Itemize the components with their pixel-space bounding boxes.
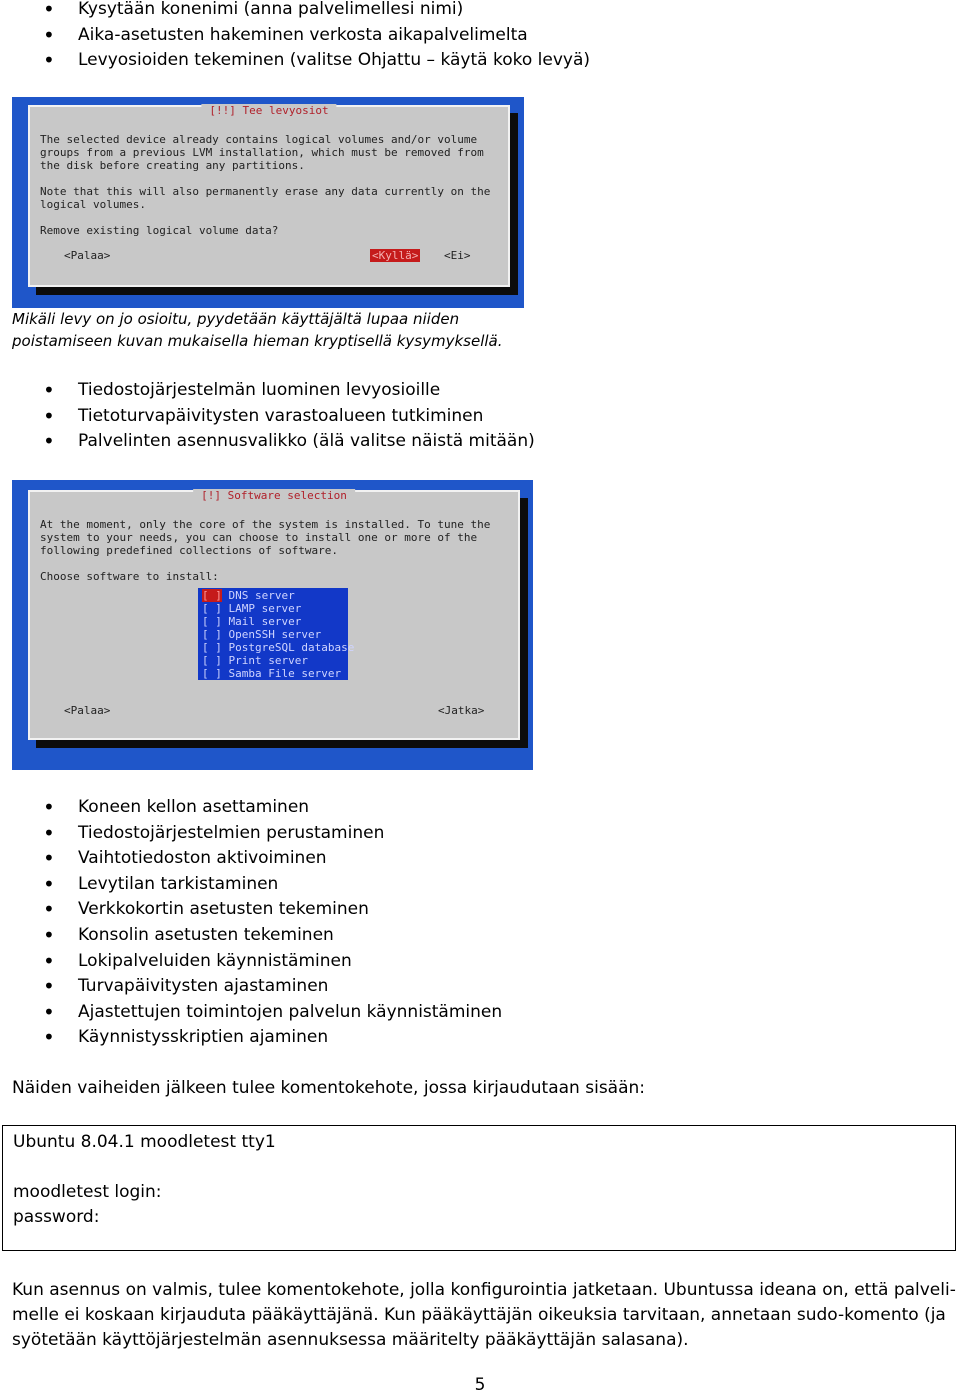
- photo-caption: [12, 308, 503, 352]
- console-login-box: [2, 1125, 956, 1251]
- dialog-text-line: Choose software to install:: [40, 570, 219, 583]
- checkbox-icon: [ ]: [202, 654, 222, 667]
- paragraph-line: syötetään käyttöjärjestelmän asennuksessa määritelty pääkäyttäjän salasana).: [12, 1330, 689, 1350]
- list-item: • Aika-asetusten hakeminen verkosta aikapalvelimelta: [0, 23, 590, 49]
- list-item: • Tiedostojärjestelmien perustaminen: [0, 821, 502, 847]
- list-item: • Tietoturvapäivitysten varastoalueen tutkiminen: [0, 404, 535, 430]
- login-intro-paragraph: Näiden vaiheiden jälkeen tulee komentokehote, jossa kirjaudutaan sisään:: [12, 1078, 646, 1098]
- yes-button: <Kyllä>: [372, 249, 419, 262]
- console-banner: Ubuntu 8.04.1 moodletest tty1: [13, 1132, 276, 1152]
- final-paragraph: [12, 1278, 956, 1353]
- back-button: <Palaa>: [64, 249, 111, 262]
- checkbox-icon: [ ]: [202, 615, 222, 628]
- checkbox-icon: [ ]: [202, 589, 222, 602]
- list-item: • Levyosioiden tekeminen (valitse Ohjattu – käytä koko levyä): [0, 48, 590, 74]
- bullet-list-install-steps-2: [0, 378, 535, 455]
- list-item: • Levytilan tarkistaminen: [0, 872, 502, 898]
- dialog-text-line: groups from a previous LVM installation, which must be removed from: [40, 146, 484, 159]
- list-item: • Ajastettujen toimintojen palvelun käynnistäminen: [0, 1000, 502, 1026]
- checkbox-icon: [ ]: [202, 628, 222, 641]
- option-label: DNS server: [228, 589, 295, 602]
- option-samba-file-server: [202, 667, 344, 680]
- dialog-text-line: Note that this will also permanently erase any data currently on the: [40, 185, 491, 198]
- option-print-server: [202, 654, 344, 667]
- option-label: LAMP server: [228, 602, 302, 615]
- console-password-prompt: password:: [13, 1207, 100, 1227]
- checkbox-icon: [ ]: [202, 641, 222, 654]
- option-mail-server: [202, 615, 344, 628]
- option-label: Samba File server: [228, 667, 342, 680]
- list-item: • Lokipalveluiden käynnistäminen: [0, 949, 502, 975]
- caption-line: poistamiseen kuvan mukaisella hieman kryptisellä kysymyksellä.: [12, 332, 503, 350]
- paragraph-line: Kun asennus on valmis, tulee komentokehote, jolla konfigurointia jatketaan. Ubuntussa ideana on, että palveli-: [12, 1280, 956, 1300]
- list-item: • Käynnistysskriptien ajaminen: [0, 1025, 502, 1051]
- dialog-title: [!] Software selection: [193, 489, 355, 502]
- list-item: • Vaihtotiedoston aktivoiminen: [0, 846, 502, 872]
- list-item: • Tiedostojärjestelmän luominen levyosioille: [0, 378, 535, 404]
- no-button: <Ei>: [444, 249, 471, 262]
- software-options-list: [198, 588, 355, 680]
- dialog-text-line: The selected device already contains logical volumes and/or volume: [40, 133, 478, 146]
- dialog-text-line: system to your needs, you can choose to install one or more of the: [40, 531, 478, 544]
- caption-line: Mikäli levy on jo osioitu, pyydetään käyttäjältä lupaa niiden: [12, 310, 460, 328]
- continue-button: <Jatka>: [438, 704, 485, 717]
- page-number: 5: [474, 1375, 486, 1395]
- paragraph-line: melle ei koskaan kirjauduta pääkäyttäjänä. Kun pääkäyttäjän oikeuksia tarvitaan, annetaan sudo-komento (ja: [12, 1305, 946, 1325]
- option-openssh-server: [202, 628, 344, 641]
- list-item: • Konsolin asetusten tekeminen: [0, 923, 502, 949]
- list-item: • Turvapäivitysten ajastaminen: [0, 974, 502, 1000]
- dialog-text-line: the disk before creating any partitions.: [40, 159, 305, 172]
- dialog-text-line: logical volumes.: [40, 198, 146, 211]
- partition-dialog: [28, 105, 510, 287]
- list-item: • Palvelinten asennusvalikko (älä valitse näistä mitään): [0, 429, 535, 455]
- back-button: <Palaa>: [64, 704, 111, 717]
- option-lamp-server: [202, 602, 344, 615]
- list-item: • Verkkokortin asetusten tekeminen: [0, 897, 502, 923]
- list-item: • Kysytään konenimi (anna palvelimellesi nimi): [0, 0, 590, 23]
- option-postgresql-database: [202, 641, 355, 654]
- option-label: Print server: [228, 654, 308, 667]
- bullet-list-install-steps-3: [0, 795, 502, 1051]
- console-login-prompt: moodletest login:: [13, 1182, 162, 1202]
- dialog-text-line: At the moment, only the core of the system is installed. To tune the: [40, 518, 491, 531]
- checkbox-icon: [ ]: [202, 602, 222, 615]
- option-label: PostgreSQL database: [228, 641, 355, 654]
- option-label: OpenSSH server: [228, 628, 322, 641]
- installer-photo-software-selection: [12, 480, 533, 770]
- software-selection-dialog: [28, 490, 520, 740]
- console-blank-line: [13, 1155, 945, 1180]
- installer-photo-partition: [12, 97, 524, 308]
- dialog-text-line: following predefined collections of software.: [40, 544, 339, 557]
- dialog-text-line: Remove existing logical volume data?: [40, 224, 279, 237]
- option-dns-server: [202, 589, 344, 602]
- list-item: • Koneen kellon asettaminen: [0, 795, 502, 821]
- option-label: Mail server: [228, 615, 302, 628]
- dialog-title: [!!] Tee levyosiot: [201, 104, 336, 117]
- checkbox-icon: [ ]: [202, 667, 222, 680]
- bullet-list-install-steps-1: [0, 0, 590, 74]
